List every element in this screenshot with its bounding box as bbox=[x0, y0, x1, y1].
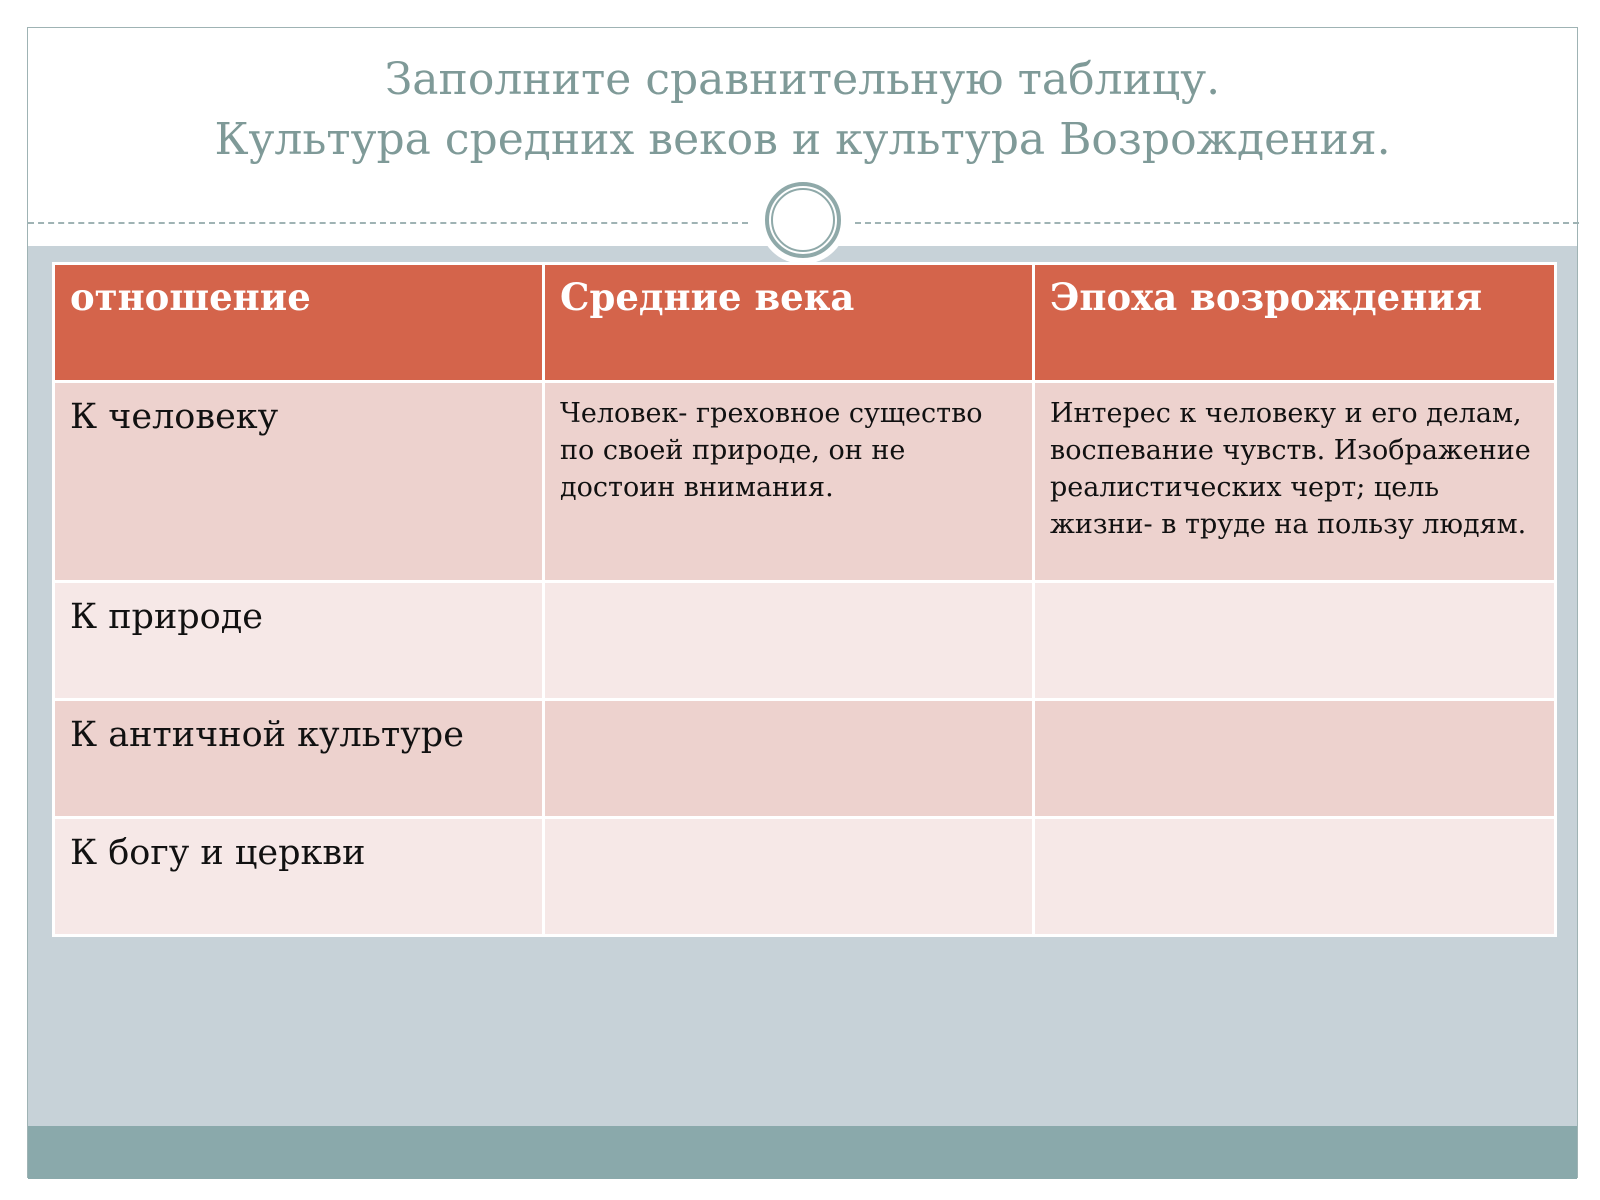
row-label: К человеку bbox=[54, 382, 544, 582]
cell-middle-ages[interactable]: Человек- греховное существо по своей природе, он не достоин внимания. bbox=[544, 382, 1034, 582]
cell-renaissance[interactable] bbox=[1034, 700, 1556, 818]
row-label: К природе bbox=[54, 582, 544, 700]
slide bbox=[27, 27, 1578, 1178]
slide-title bbox=[28, 50, 1577, 170]
header-middle-ages: Средние века bbox=[544, 264, 1034, 382]
footer-bar bbox=[28, 1126, 1577, 1179]
dashed-divider-right bbox=[855, 222, 1579, 224]
title-line-2: Культура средних веков и культура Возрождения. bbox=[214, 114, 1391, 165]
table-row bbox=[54, 382, 1556, 582]
dashed-divider-left bbox=[28, 222, 748, 224]
header-relation: отношение bbox=[54, 264, 544, 382]
cell-renaissance[interactable]: Интерес к человеку и его делам, воспевание чувств. Изображение реалистических черт; цель жизни- в труде на пользу людям. bbox=[1034, 382, 1556, 582]
cell-middle-ages[interactable] bbox=[544, 700, 1034, 818]
cell-middle-ages[interactable] bbox=[544, 582, 1034, 700]
circle-ornament-inner-icon bbox=[771, 188, 835, 252]
table-header-row bbox=[54, 264, 1556, 382]
table-row bbox=[54, 818, 1556, 936]
title-line-1: Заполните сравнительную таблицу. bbox=[384, 54, 1221, 105]
header-renaissance: Эпоха возрождения bbox=[1034, 264, 1556, 382]
cell-middle-ages[interactable] bbox=[544, 818, 1034, 936]
table-row bbox=[54, 582, 1556, 700]
row-label: К богу и церкви bbox=[54, 818, 544, 936]
table-row bbox=[54, 700, 1556, 818]
row-label: К античной культуре bbox=[54, 700, 544, 818]
cell-renaissance[interactable] bbox=[1034, 582, 1556, 700]
comparison-table bbox=[52, 262, 1557, 937]
cell-renaissance[interactable] bbox=[1034, 818, 1556, 936]
